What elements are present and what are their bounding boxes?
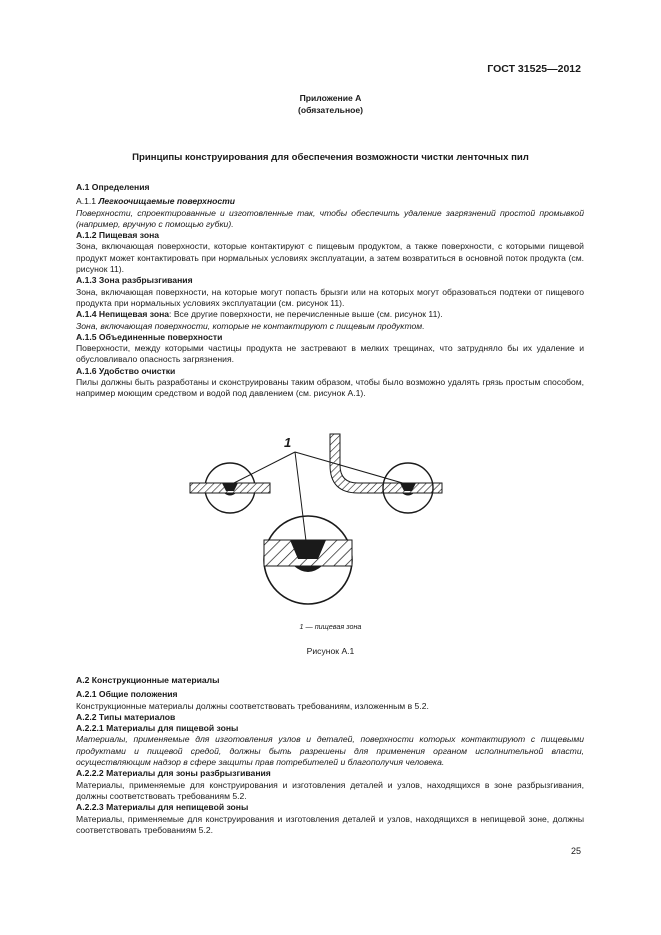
section-a2-heading: А.2 Конструкционные материалы [76, 675, 220, 685]
clause-a11-text: Поверхности, спроектированные и изготовленные так, чтобы обеспечить удаление загрязнений простой промывкой (например, вручную с помощью губки). [76, 207, 584, 229]
clause-a12-text: Зона, включающая поверхности, которые контактируют с пищевым продуктом, а также поверхности, с которыми пищевой продукт может контактировать при нормальных условиях эксплуатации, а затем возвратиться в основной поток продукта (см. рисунок 11). [76, 241, 584, 275]
main-title: Принципы конструирования для обеспечения возможности чистки ленточных пил [132, 152, 529, 163]
clause-a15-heading: А.1.5 Объединенные поверхности [76, 331, 223, 342]
figure-legend [0, 622, 661, 631]
clause-a222-heading: А.2.2.2 Материалы для зоны разбрызгивания [76, 768, 271, 779]
clause-a14-text: : Все другие поверхности, не перечисленные выше (см. рисунок 11). [169, 309, 443, 320]
section-a2 [76, 675, 584, 836]
section-a1 [76, 182, 584, 400]
clause-a13-text: Зона, включающая поверхности, на которые могут попасть брызги или на которых могут образоваться подтеки от пищевого продукта при нормальных условиях эксплуатации (см. рисунок 11). [76, 286, 584, 308]
standard-code: ГОСТ 31525—2012 [487, 63, 581, 75]
appendix-title: Приложение А [299, 93, 362, 103]
clause-a21-heading: А.2.1 Общие положения [76, 689, 178, 700]
section-a1-heading: А.1 Определения [76, 182, 150, 192]
clause-a14-note: Зона, включающая поверхности, которые не контактируют с пищевым продуктом. [76, 320, 425, 331]
clause-a11-number: А.1.1 [76, 196, 99, 207]
clause-a14-line [76, 309, 584, 320]
legend-text: 1 — пищевая зона [299, 622, 362, 631]
clause-a14-heading: А.1.4 Непищевая зона [76, 309, 170, 320]
clause-a223-text: Материалы, применяемые для конструирования и изготовления деталей и узлов, находящихся в непищевой зоне, должны соответствовать требованиям 5.2. [76, 813, 584, 835]
clause-a22-heading: А.2.2 Типы материалов [76, 711, 176, 722]
figure-caption: Рисунок А.1 [306, 646, 355, 656]
clause-a16-heading: А.1.6 Удобство очистки [76, 365, 176, 376]
clause-a11-term: Легкоочищаемые поверхности [98, 196, 236, 207]
appendix-header [0, 92, 661, 116]
clause-a16-text: Пилы должны быть разработаны и сконструированы таким образом, чтобы было возможно удалять грязь простым способом, например моющим средством и водой под давлением (см. рисунок А.1). [76, 377, 584, 399]
clause-a222-text: Материалы, применяемые для конструирования и изготовления деталей и узлов, находящихся в зоне разбрызгивания, должны соответствовать требованиям 5.2. [76, 779, 584, 801]
figure-callout-1: 1 [284, 435, 292, 450]
clause-a15-text: Поверхности, между которыми частицы продукта не застревают в мелких трещинах, что затрудняло бы их удаление и обусловливало опасность загрязнения. [76, 343, 584, 365]
clause-a12-heading: А.1.2 Пищевая зона [76, 230, 160, 241]
figure-a1-drawing [180, 425, 460, 625]
clause-a223-heading: А.2.2.3 Материалы для непищевой зоны [76, 802, 249, 813]
clause-a21-text: Конструкционные материалы должны соответствовать требованиям, изложенным в 5.2. [76, 700, 429, 711]
clause-a221-heading: А.2.2.1 Материалы для пищевой зоны [76, 723, 239, 734]
clause-a13-heading: А.1.3 Зона разбрызгивания [76, 275, 193, 286]
enlarged-weld-detail [264, 516, 352, 604]
bent-plate [330, 434, 442, 493]
clause-a221-text: Материалы, применяемые для изготовления узлов и деталей, поверхности которых контактируют с пищевыми продуктами и пищевой средой, должны быть разрешены для применения органом исполнительной власти, осуществляющим надзор в сфере защиты прав потребителей и благополучия человека. [76, 734, 584, 768]
appendix-status: (обязательное) [297, 105, 364, 115]
page-number: 25 [570, 846, 581, 856]
clause-a11-heading [76, 196, 584, 207]
